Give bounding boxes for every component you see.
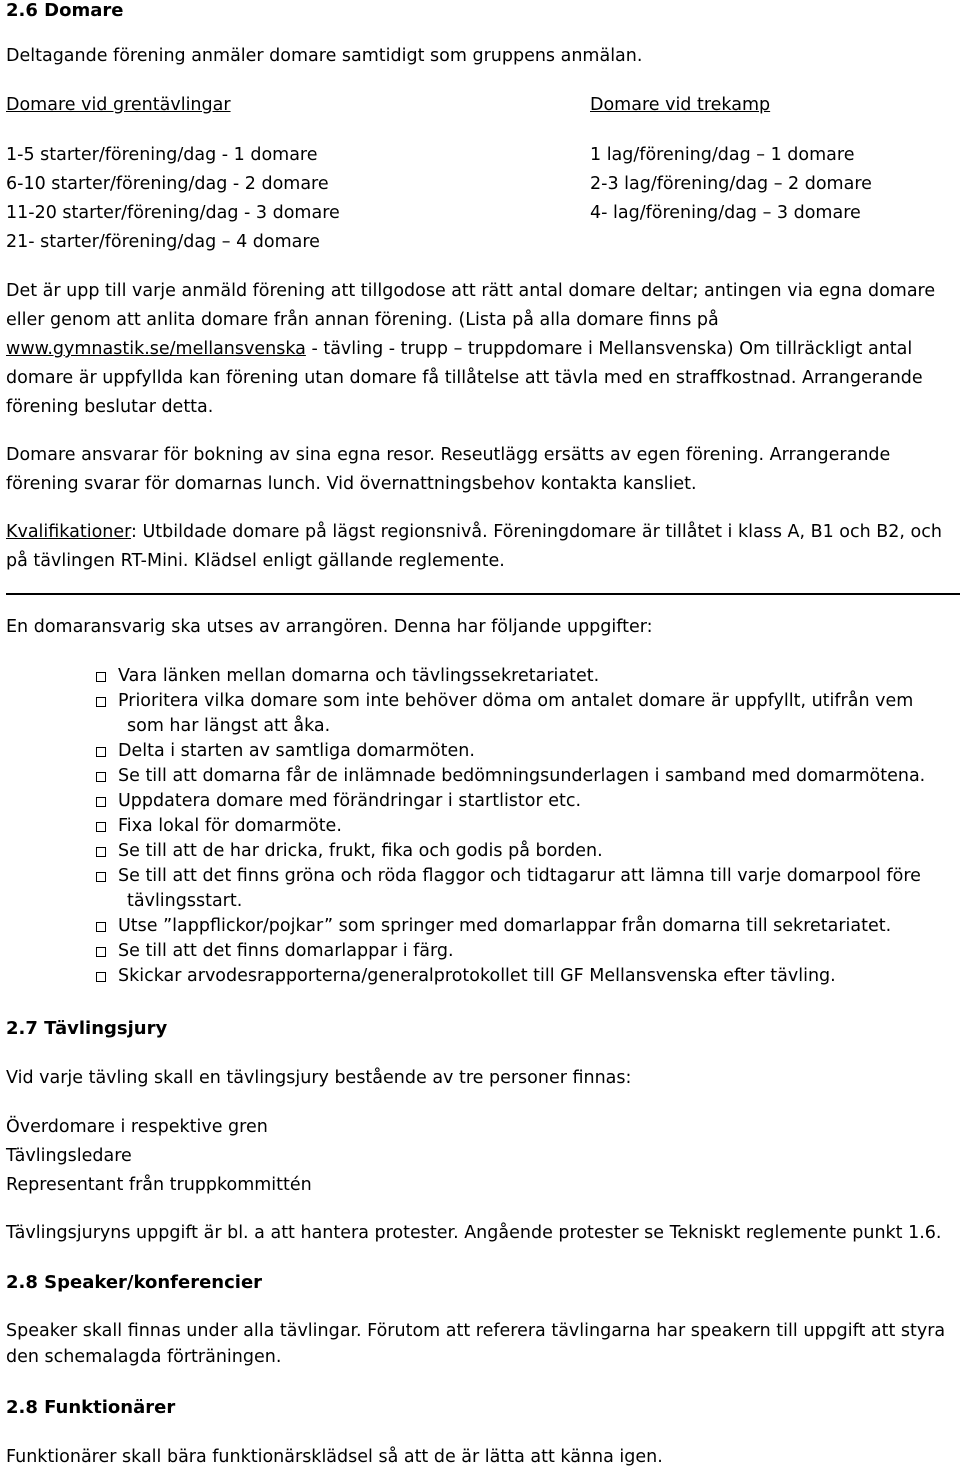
jury-member: Överdomare i respektive gren: [6, 1117, 268, 1137]
task-text: Uppdatera domare med förändringar i startlistor etc.: [118, 791, 582, 811]
section-heading-speaker: 2.8 Speaker/konferencier: [6, 1272, 263, 1293]
funktionarer-text: Funktionärer skall bära funktionärsklädsel så att de är lätta att känna igen.: [6, 1447, 663, 1467]
qualifications-paragraph: [6, 518, 946, 576]
trekamp-title: Domare vid trekamp: [590, 95, 771, 115]
task-text: Delta i starten av samtliga domarmöten.: [118, 741, 475, 761]
qualifications-text: : Utbildade domare på lägst regionsnivå. Föreningdomare är tillåtet i klass A, B1 och B2, och på tävlingen RT-Mini. Klädsel enligt gällande reglemente.: [6, 522, 942, 571]
speaker-text: Speaker skall finnas under alla tävlingar. Förutom att referera tävlingarna har speakern till uppgift att styra den schemalagda förträningen.: [6, 1321, 946, 1367]
section-heading-funktionarer: 2.8 Funktionärer: [6, 1397, 176, 1418]
task-item: [96, 764, 946, 789]
task-text: Se till att det finns domarlappar i färg.: [118, 941, 454, 961]
task-item: [96, 839, 946, 864]
task-item: [96, 914, 946, 939]
task-text: Skickar arvodesrapporterna/generalprotokollet till GF Mellansvenska efter tävling.: [118, 966, 836, 986]
task-checklist: [96, 664, 946, 989]
grentavlingar-row: 11-20 starter/förening/dag - 3 domare: [6, 203, 340, 223]
task-text: Utse ”lappflickor/pojkar” som springer med domarlappar från domarna till sekretariatet.: [118, 916, 892, 936]
task-item: [96, 689, 946, 739]
jury-member: Representant från truppkommittén: [6, 1175, 312, 1195]
checkbox-icon: [96, 772, 106, 782]
checkbox-icon: [96, 972, 106, 982]
checkbox-icon: [96, 672, 106, 682]
task-text-continued: som har längst att åka.: [127, 716, 331, 736]
paragraph-text: - tävling - trupp – truppdomare i Mellansvenska) Om tillräckligt antal domare är uppfyllda kan förening utan domare få tillåtelse att tävla med en straffkostnad. Arrangerande förening beslutar detta.: [6, 339, 923, 417]
task-item: [96, 964, 946, 989]
task-item: [96, 789, 946, 814]
task-item: [96, 814, 946, 839]
task-text: Fixa lokal för domarmöte.: [118, 816, 342, 836]
task-text-continued: tävlingsstart.: [127, 891, 243, 911]
grentavlingar-row: 21- starter/förening/dag – 4 domare: [6, 232, 320, 252]
grentavlingar-row: 1-5 starter/förening/dag - 1 domare: [6, 145, 318, 165]
trekamp-row: 4- lag/förening/dag – 3 domare: [590, 203, 861, 223]
jury-member: Tävlingsledare: [6, 1146, 132, 1166]
travel-paragraph: Domare ansvarar för bokning av sina egna resor. Reseutlägg ersätts av egen förening. Arrangerande förening svarar för domarnas lunch. Vid övernattningsbehov kontakta kansliet.: [6, 445, 891, 494]
paragraph-text: Det är upp till varje anmäld förening att tillgodose att rätt antal domare deltar; antingen via egna domare eller genom att anlita domare från annan förening. (Lista på alla domare finns på: [6, 281, 936, 330]
jury-task: Tävlingsjuryns uppgift är bl. a att hantera protester. Angående protester se Tekniskt reglemente punkt 1.6.: [6, 1223, 942, 1243]
checkbox-icon: [96, 797, 106, 807]
task-text: Vara länken mellan domarna och tävlingssekretariatet.: [118, 666, 600, 686]
task-item: [96, 939, 946, 964]
task-text: Se till att domarna får de inlämnade bedömningsunderlagen i samband med domarmötena.: [118, 766, 926, 786]
trekamp-row: 1 lag/förening/dag – 1 domare: [590, 145, 855, 165]
gymnastik-link[interactable]: www.gymnastik.se/mellansvenska: [6, 339, 306, 359]
checkbox-icon: [96, 697, 106, 707]
task-text: Se till att det finns gröna och röda flaggor och tidtagarur att lämna till varje domarpool före: [118, 866, 921, 886]
domaransvarig-intro: En domaransvarig ska utses av arrangören. Denna har följande uppgifter:: [6, 617, 653, 637]
checkbox-icon: [96, 872, 106, 882]
horizontal-divider: [6, 593, 960, 595]
domare-intro: Deltagande förening anmäler domare samtidigt som gruppens anmälan.: [6, 46, 643, 66]
checkbox-icon: [96, 822, 106, 832]
checkbox-icon: [96, 747, 106, 757]
task-item: [96, 739, 946, 764]
grentavlingar-title: Domare vid grentävlingar: [6, 95, 231, 115]
jury-intro: Vid varje tävling skall en tävlingsjury bestående av tre personer finnas:: [6, 1068, 632, 1088]
task-item: [96, 664, 946, 689]
checkbox-icon: [96, 947, 106, 957]
section-heading-domare: 2.6 Domare: [6, 0, 124, 21]
checkbox-icon: [96, 847, 106, 857]
domare-responsibility-paragraph: [6, 277, 946, 422]
trekamp-row: 2-3 lag/förening/dag – 2 domare: [590, 174, 872, 194]
grentavlingar-row: 6-10 starter/förening/dag - 2 domare: [6, 174, 329, 194]
section-heading-tavlingsjury: 2.7 Tävlingsjury: [6, 1018, 168, 1039]
task-text: Se till att de har dricka, frukt, fika och godis på borden.: [118, 841, 603, 861]
task-text: Prioritera vilka domare som inte behöver döma om antalet domare är uppfyllt, utifrån vem: [118, 691, 914, 711]
checkbox-icon: [96, 922, 106, 932]
qualifications-label: Kvalifikationer: [6, 522, 132, 542]
task-item: [96, 864, 946, 914]
